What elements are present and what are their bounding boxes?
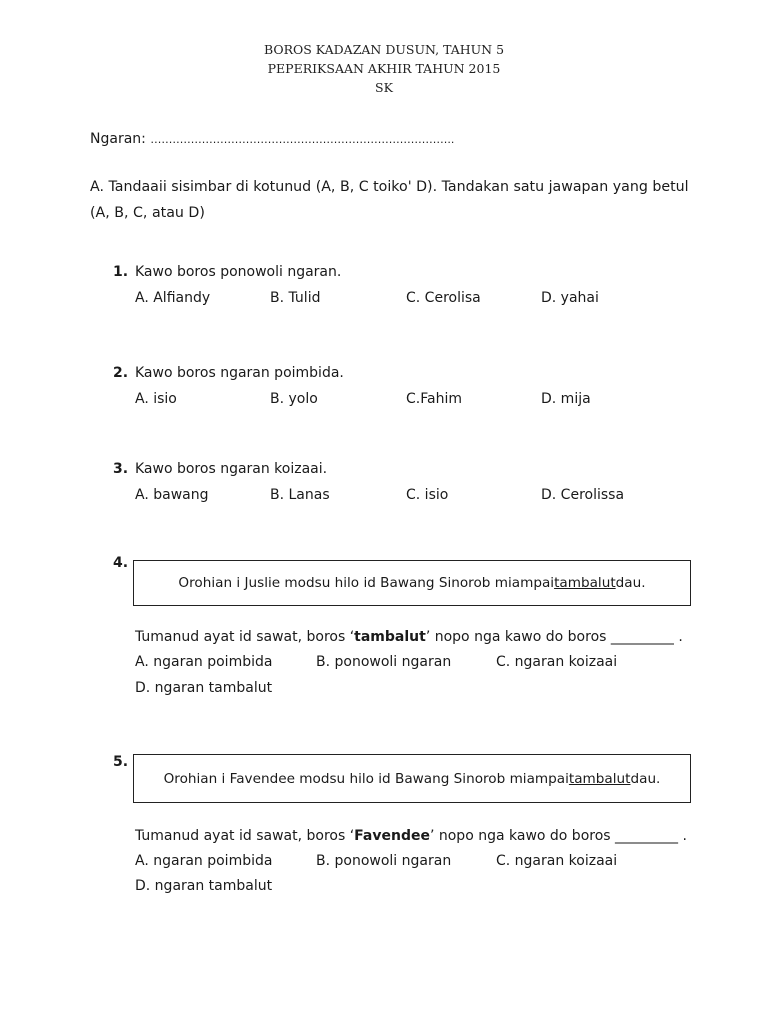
option-c: C.Fahim (406, 391, 462, 407)
prompt-keyword: Favendee (354, 828, 430, 844)
sentence-text: Orohian i Juslie modsu hilo id Bawang Sinorob miampai (178, 575, 555, 591)
question-number: 4. (113, 555, 129, 571)
option-d: D. yahai (541, 290, 599, 306)
option-d: D. Cerolissa (541, 487, 625, 503)
exam-header (0, 40, 768, 97)
name-label: Ngaran: (90, 131, 146, 147)
options-row (135, 853, 695, 873)
option-a: A. ngaran poimbida (135, 654, 273, 670)
option-b: B. ponowoli ngaran (316, 654, 452, 670)
option-d: D. mija (541, 391, 591, 407)
prompt-text-end: ’ nopo nga kawo do boros _________ . (429, 828, 687, 844)
name-dotted-line: ……………………………………………………………………….. (150, 133, 455, 146)
option-a: A. Alfiandy (135, 290, 211, 306)
question-number: 2. (113, 365, 129, 381)
option-c: C. ngaran koizaai (496, 853, 618, 869)
prompt-text: Tumanud ayat id sawat, boros ‘ (135, 828, 355, 844)
option-b: B. yolo (270, 391, 318, 407)
prompt-keyword: tambalut (354, 629, 426, 645)
question-stem: Kawo boros ngaran poimbida. (135, 365, 344, 381)
option-b: B. ponowoli ngaran (316, 853, 452, 869)
option-c: C. Cerolisa (406, 290, 481, 306)
question-number: 3. (113, 461, 129, 477)
option-a: A. bawang (135, 487, 209, 503)
question-stem: Kawo boros ponowoli ngaran. (135, 264, 342, 280)
sentence-text: Orohian i Favendee modsu hilo id Bawang Sinorob miampai (163, 770, 569, 787)
option-b: B. Tulid (270, 290, 321, 306)
header-school-type: SK (375, 80, 393, 95)
option-d: D. ngaran tambalut (135, 878, 273, 894)
sentence-underlined-word: tambalut (568, 770, 631, 787)
question-number: 5. (113, 754, 129, 770)
question-prompt (135, 828, 687, 844)
question-number: 1. (113, 264, 129, 280)
section-instructions: A. Tandaaii sisimbar di kotunud (A, B, C toiko' D). Tandakan satu jawapan yang betul (A, B, C, atau D) (90, 179, 689, 221)
option-a: A. isio (135, 391, 177, 407)
option-a: A. ngaran poimbida (135, 853, 273, 869)
name-field (90, 131, 454, 147)
question-stem: Kawo boros ngaran koizaai. (135, 461, 328, 477)
prompt-text: Tumanud ayat id sawat, boros ‘ (135, 629, 355, 645)
prompt-text-end: ’ nopo nga kawo do boros _________ . (425, 629, 683, 645)
sentence-text-end: dau. (615, 575, 646, 591)
sentence-underlined-word: tambalut (554, 575, 616, 591)
option-c: C. ngaran koizaai (496, 654, 618, 670)
question-prompt (135, 629, 683, 645)
option-b: B. Lanas (270, 487, 330, 503)
option-c: C. isio (406, 487, 449, 503)
quoted-sentence-box (133, 754, 691, 803)
options-row (135, 654, 695, 674)
header-subject: BOROS KADAZAN DUSUN, TAHUN 5 (263, 42, 505, 57)
header-exam-title: PEPERIKSAAN AKHIR TAHUN 2015 (267, 61, 501, 76)
quoted-sentence-box (133, 560, 691, 606)
sentence-text-end: dau. (630, 770, 661, 787)
option-d: D. ngaran tambalut (135, 680, 273, 696)
